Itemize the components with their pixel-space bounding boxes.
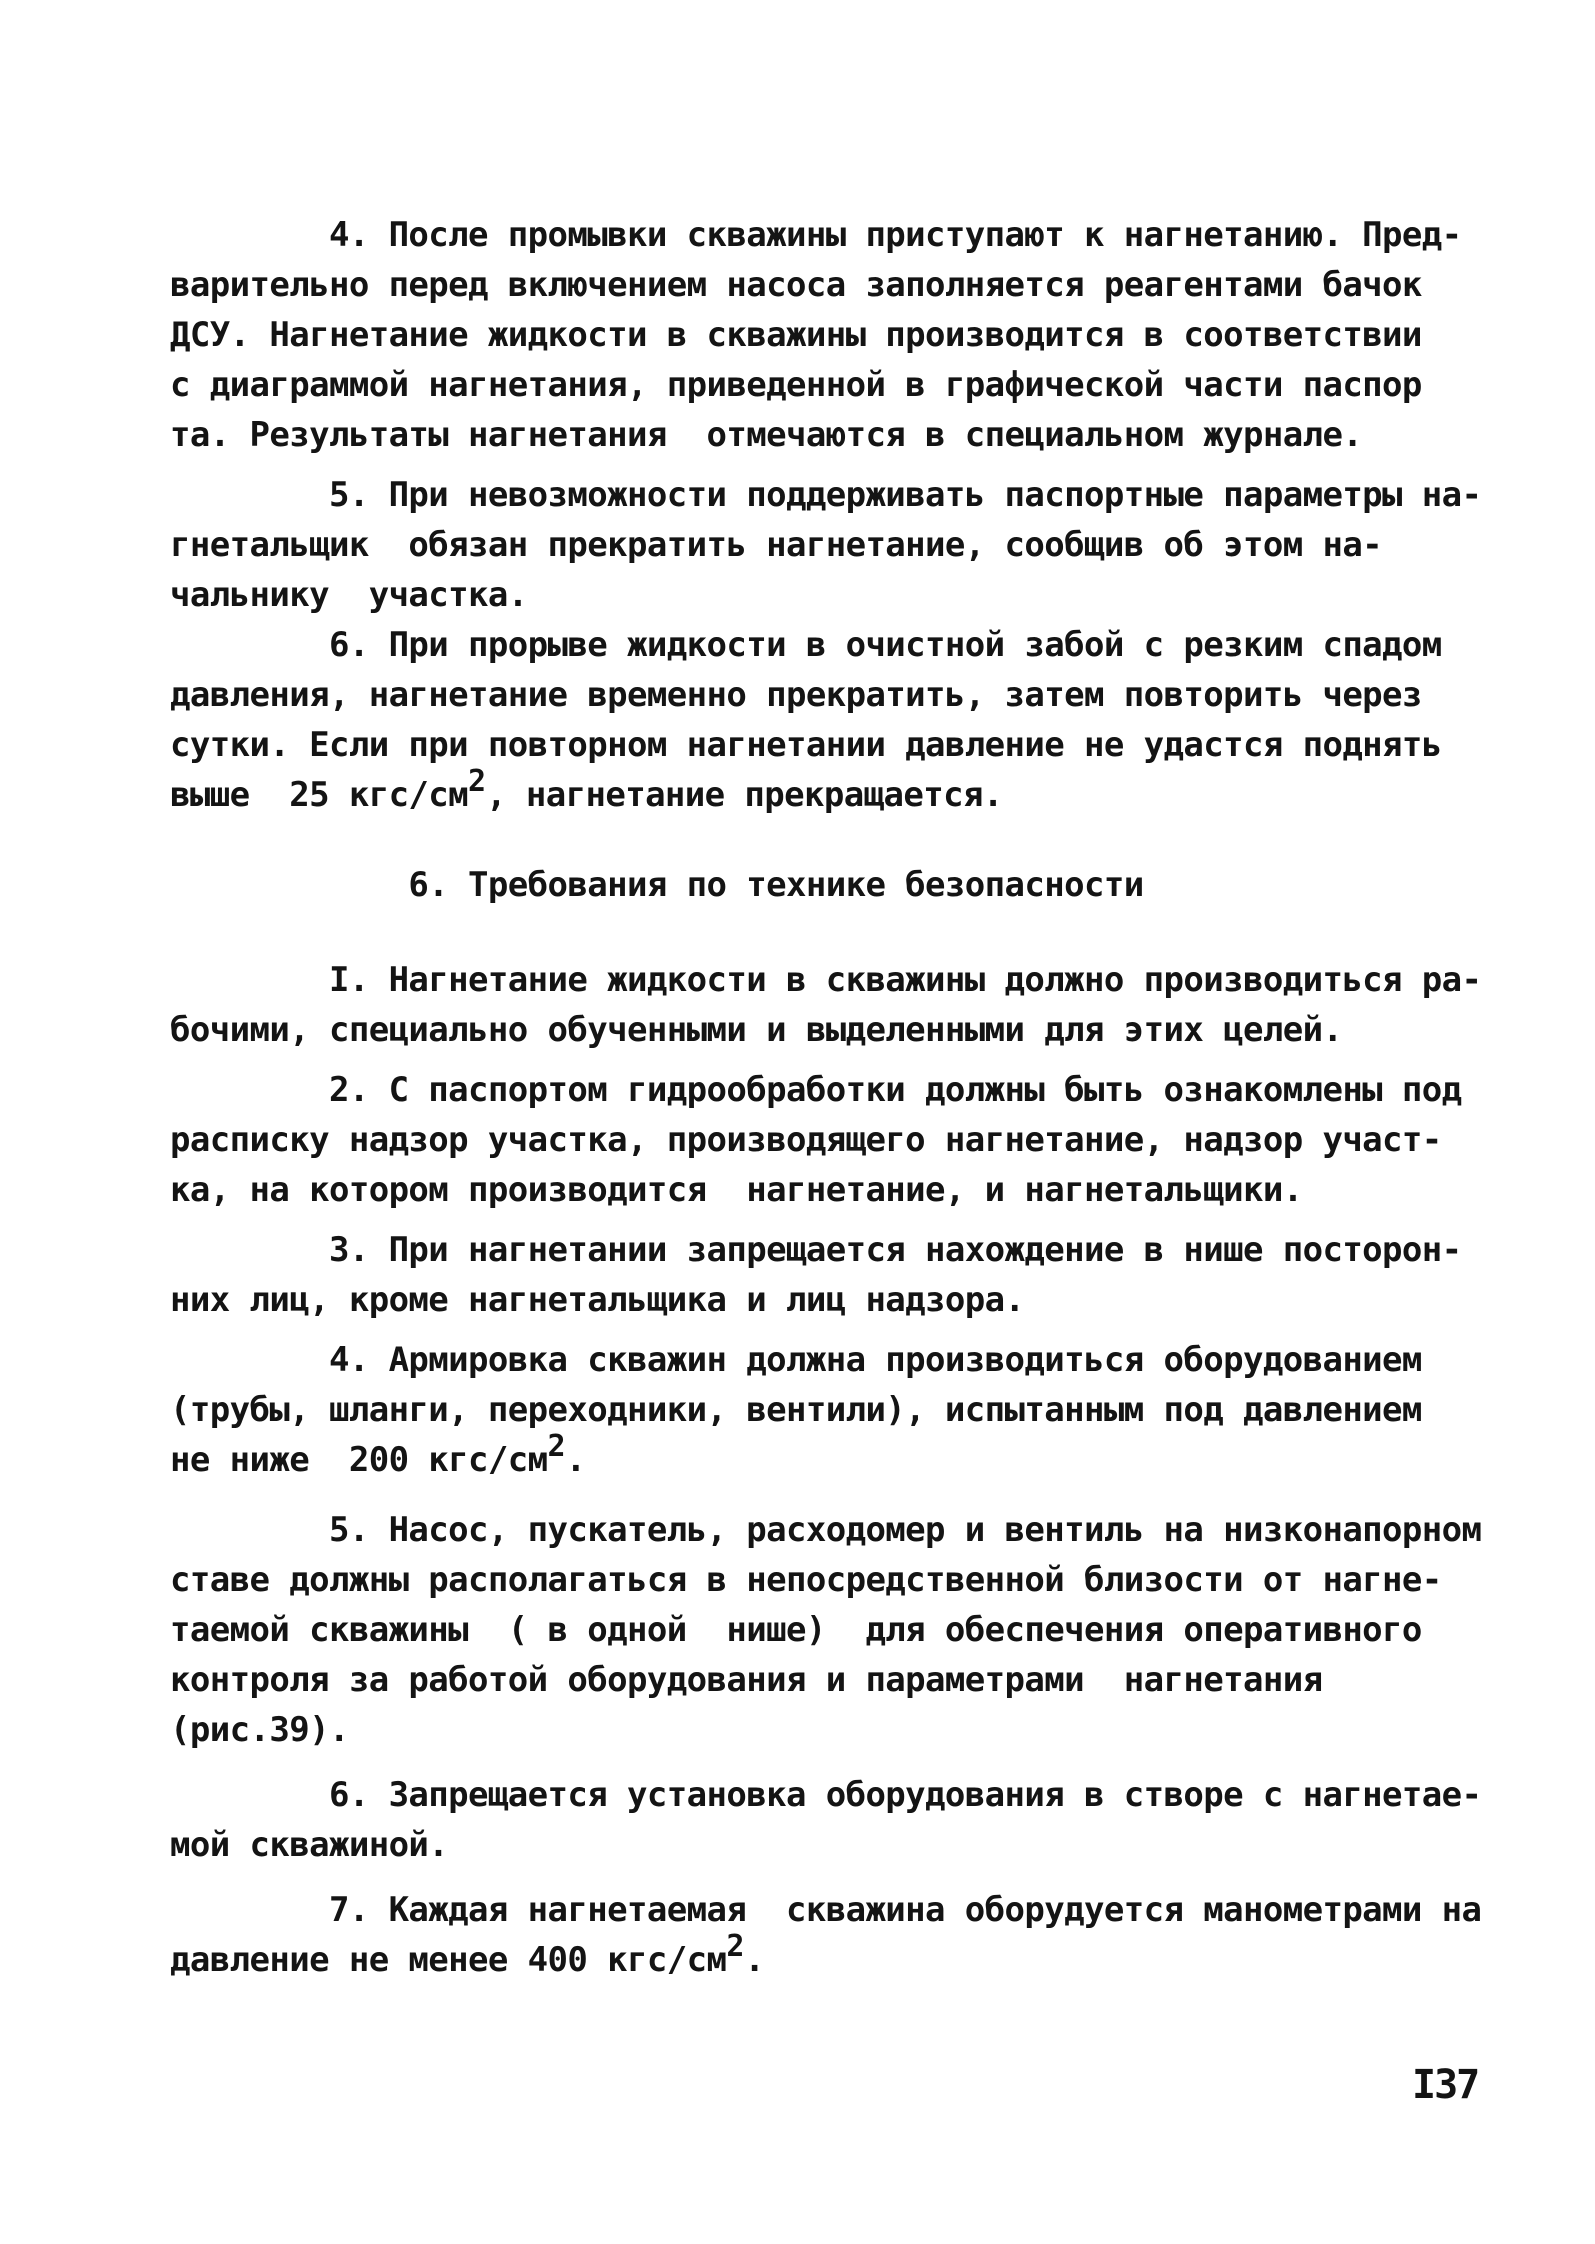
text-line: I. Нагнетание жидкости в скважины должно производиться ра- [170, 960, 1482, 1000]
text-line: сутки. Если при повторном нагнетании давление не удастся поднять [170, 725, 1442, 765]
text-line: (трубы, шланги, переходники, вентили), испытанным под давлением [170, 1390, 1422, 1430]
text-line: них лиц, кроме нагнетальщика и лиц надзора. [170, 1280, 1025, 1320]
text-line: расписку надзор участка, производящего нагнетание, надзор участ- [170, 1120, 1442, 1160]
text-line: мой скважиной. [170, 1825, 449, 1865]
text-line: 2. С паспортом гидрообработки должны быть ознакомлены под [170, 1070, 1462, 1110]
text-line: чальнику участка. [170, 575, 528, 615]
superscript: 2 [726, 1929, 745, 1964]
line-text: давление не менее 400 кгс/см [170, 1940, 727, 1980]
text-line: 4. После промывки скважины приступают к нагнетанию. Пред- [170, 215, 1462, 255]
text-line: 6. При прорыве жидкости в очистной забой с резким спадом [170, 625, 1442, 665]
text-line: та. Результаты нагнетания отмечаются в специальном журнале. [170, 415, 1363, 455]
text-line: 5. Насос, пускатель, расходомер и вентиль на низконапорном [170, 1510, 1482, 1550]
text-line: варительно перед включением насоса заполняется реагентами бачок [170, 265, 1422, 305]
text-line: 7. Каждая нагнетаемая скважина оборудуется манометрами на [170, 1890, 1482, 1930]
text-line: гнетальщик обязан прекратить нагнетание, сообщив об этом на- [170, 525, 1383, 565]
line-text: не ниже 200 кгс/см [170, 1440, 548, 1480]
text-line-with-superscript [170, 1929, 1470, 1987]
superscript: 2 [547, 1429, 566, 1464]
text-line: (рис.39). [170, 1710, 349, 1750]
text-line: 5. При невозможности поддерживать паспортные параметры на- [170, 475, 1482, 515]
text-line: с диаграммой нагнетания, приведенной в графической части паспор [170, 365, 1422, 405]
line-tail: , нагнетание прекращается. [486, 775, 1003, 815]
text-line: контроля за работой оборудования и параметрами нагнетания [170, 1660, 1323, 1700]
text-line: 3. При нагнетании запрещается нахождение в нише посторон- [170, 1230, 1462, 1270]
text-line: 4. Армировка скважин должна производиться оборудованием [170, 1340, 1422, 1380]
text-line: ставе должны располагаться в непосредственной близости от нагне- [170, 1560, 1442, 1600]
line-text: выше 25 кгс/см [170, 775, 469, 815]
line-tail: . [744, 1940, 765, 1980]
text-line: таемой скважины ( в одной нише) для обеспечения оперативного [170, 1610, 1422, 1650]
page-number: I37 [1412, 2062, 1479, 2108]
text-line-with-superscript [170, 764, 1470, 822]
text-line-with-superscript [170, 1429, 1470, 1487]
text-line: давления, нагнетание временно прекратить, затем повторить через [170, 675, 1422, 715]
superscript: 2 [468, 764, 487, 799]
text-line: 6. Запрещается установка оборудования в створе с нагнетае- [170, 1775, 1482, 1815]
text-line: ДСУ. Нагнетание жидкости в скважины производится в соответствии [170, 315, 1422, 355]
text-line: ка, на котором производится нагнетание, и нагнетальщики. [170, 1170, 1303, 1210]
text-line: бочими, специально обученными и выделенными для этих целей. [170, 1010, 1343, 1050]
section-heading: 6. Требования по технике безопасности [170, 865, 1144, 905]
line-tail: . [565, 1440, 586, 1480]
